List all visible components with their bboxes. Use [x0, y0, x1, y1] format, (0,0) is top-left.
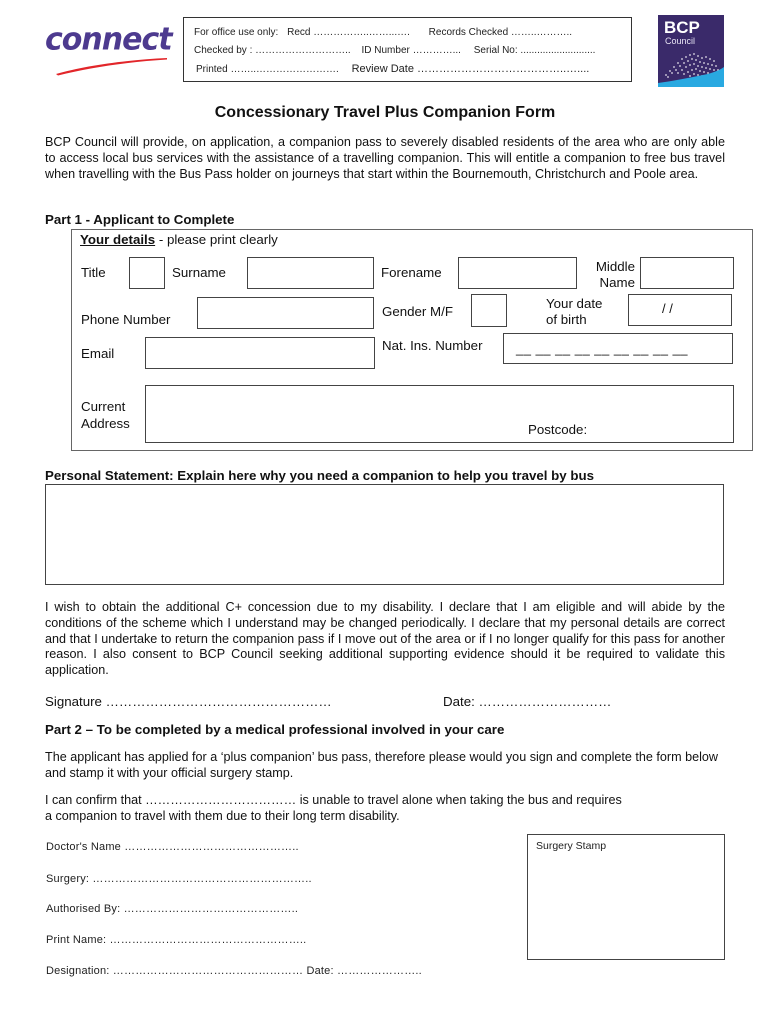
- email-input[interactable]: [145, 337, 375, 369]
- page-title: Concessionary Travel Plus Companion Form: [214, 104, 556, 121]
- dob-label-line1: Your date: [546, 296, 603, 311]
- recd-field: Recd ……………..……...….: [287, 27, 410, 38]
- declaration-paragraph: I wish to obtain the additional C+ concession due to my disability. I declare that I am eligible and will abide by the conditions of the scheme which I understand may be changed periodically. I declare that my personal details are correct and that I undertake to return the companion pass if I move out of the area or if I no longer qualify for this pass for another reason. I also consent to BCP Council seeking additional supporting evidence should it be required to validate this application.: [45, 600, 725, 678]
- office-use-label: For office use only:: [194, 27, 279, 38]
- printed-field: Printed ……..…………………….: [196, 64, 339, 75]
- ni-number-input[interactable]: [503, 333, 733, 364]
- bcp-logo-title: BCP: [664, 18, 700, 37]
- connect-logo-text: connect: [45, 21, 172, 58]
- personal-statement-heading: Personal Statement: Explain here why you need a companion to help you travel by bus: [45, 468, 594, 483]
- id-number-field: ID Number …………...: [361, 45, 461, 56]
- bcp-coastline-icon: [658, 45, 724, 87]
- dob-label: [546, 296, 602, 328]
- office-row-2: [194, 45, 595, 56]
- dob-placeholder: / /: [662, 301, 673, 316]
- phone-number-label: Phone Number: [81, 312, 171, 327]
- ni-number-placeholder: __ __ __ __ __ __ __ __ __: [516, 341, 689, 356]
- your-details-section: [71, 229, 753, 451]
- phone-number-input[interactable]: [197, 297, 374, 329]
- office-row-3: [196, 63, 589, 75]
- address-label: [81, 398, 130, 432]
- part1-heading: Part 1 - Applicant to Complete: [45, 212, 235, 227]
- authorised-by-field[interactable]: Authorised By: ………………………………………..: [46, 903, 299, 915]
- signature-date-field[interactable]: Date: …………………………: [443, 694, 612, 709]
- dob-label-line2: of birth: [546, 312, 587, 327]
- bcp-logo-subtitle: Council: [665, 36, 696, 46]
- records-checked-field: Records Checked ……..………..: [428, 27, 573, 38]
- surname-input[interactable]: [247, 257, 374, 289]
- address-label-line1: Current: [81, 399, 126, 414]
- address-label-line2: Address: [81, 416, 130, 431]
- doctors-name-field[interactable]: Doctor's Name ………………………………………..: [46, 841, 299, 853]
- your-details-label: Your details: [80, 232, 156, 247]
- surname-label: Surname: [172, 265, 226, 280]
- surgery-stamp-label: Surgery Stamp: [536, 840, 607, 852]
- confirmation-line-2: a companion to travel with them due to their long term disability.: [45, 809, 400, 823]
- forename-input[interactable]: [458, 257, 577, 289]
- your-details-heading: [80, 232, 278, 247]
- part2-intro: The applicant has applied for a ‘plus companion’ bus pass, therefore please would you sign and complete the form below and stamp it with your official surgery stamp.: [45, 750, 719, 780]
- postcode-label: Postcode:: [528, 422, 588, 437]
- serial-no-field: Serial No: ...........................: [473, 45, 596, 56]
- office-row-1: [194, 27, 572, 38]
- surgery-stamp-box[interactable]: [527, 834, 725, 960]
- personal-statement-input[interactable]: [45, 484, 724, 585]
- middle-name-label: [585, 259, 635, 291]
- review-date-field: Review Date …………………………………..…....: [351, 63, 590, 75]
- checked-by-field: Checked by : ………………………..: [194, 45, 351, 56]
- intro-paragraph: BCP Council will provide, on application, a companion pass to severely disabled residents of the area who are only able to access local bus services with the assistance of a travelling companion. This will entitle a companion to free bus travel when travelling with the Bus Pass holder on journeys that start within the Bournemouth, Christchurch and Poole area.: [45, 135, 725, 181]
- designation-date-field[interactable]: Designation: …………………………………………… Date: …………………..: [46, 965, 422, 977]
- title-label: Title: [81, 265, 106, 280]
- swoosh-icon: [54, 56, 169, 76]
- title-input[interactable]: [129, 257, 165, 289]
- print-name-field[interactable]: Print Name: ……………………………………………..: [46, 934, 307, 946]
- current-address-input[interactable]: [145, 385, 734, 443]
- middle-name-label-line1: Middle: [595, 259, 635, 274]
- confirmation-line-1: I can confirm that ……………………………… is unable to travel alone when taking the bus and requires: [45, 793, 622, 807]
- middle-name-label-line2: Name: [599, 275, 635, 290]
- middle-name-input[interactable]: [640, 257, 734, 289]
- bcp-council-logo: [658, 15, 724, 87]
- email-label: Email: [81, 346, 115, 361]
- date-of-birth-input[interactable]: [628, 294, 732, 326]
- forename-label: Forename: [381, 265, 442, 280]
- signature-field[interactable]: Signature ……………………………………………: [45, 694, 332, 709]
- your-details-instruction: - please print clearly: [155, 232, 278, 247]
- gender-input[interactable]: [471, 294, 507, 327]
- ni-number-label: Nat. Ins. Number: [382, 338, 483, 353]
- surgery-field[interactable]: Surgery: …………………………………………………..: [46, 873, 312, 885]
- office-use-box: [183, 17, 632, 82]
- connect-logo: [42, 21, 172, 74]
- gender-label: Gender M/F: [382, 304, 453, 319]
- part2-heading: Part 2 – To be completed by a medical professional involved in your care: [45, 722, 505, 737]
